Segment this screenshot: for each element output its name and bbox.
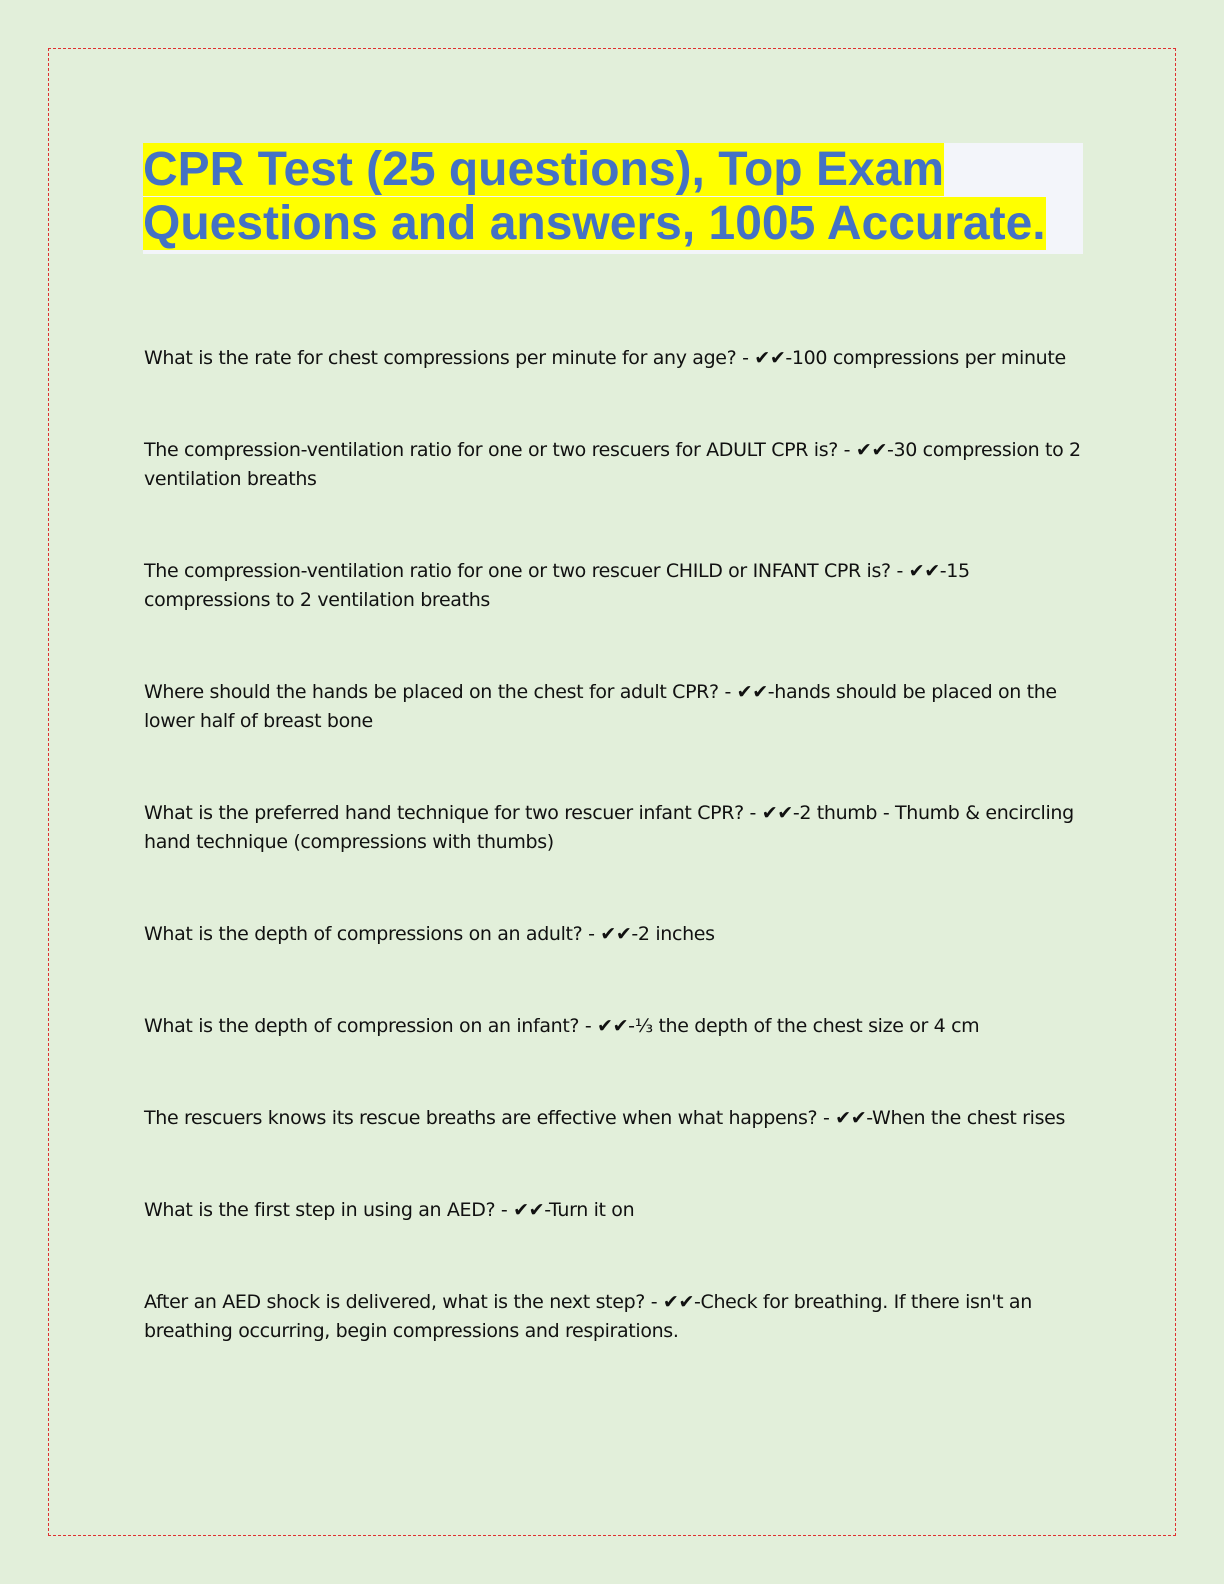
qa-item: What is the rate for chest compressions per minute for any age? - ✔✔-100 compressions per minute: [144, 347, 1066, 369]
qa-item: What is the depth of compressions on an adult? - ✔✔-2 inches: [144, 923, 715, 945]
title-line-1: CPR Test (25 questions), Top Exam: [143, 143, 945, 196]
title-line-2: Questions and answers, 1005 Accurate.: [143, 197, 1046, 250]
qa-item: What is the preferred hand technique for two rescuer infant CPR? - ✔✔-2 thumb - Thumb & encircling hand technique (compressions with thumbs): [144, 802, 1074, 853]
title-block: [143, 143, 1083, 254]
qa-item: What is the first step in using an AED? - ✔✔-Turn it on: [144, 1199, 635, 1221]
qa-item: The compression-ventilation ratio for one or two rescuers for ADULT CPR is? - ✔✔-30 compression to 2 ventilation breaths: [144, 439, 1081, 490]
qa-item: The rescuers knows its rescue breaths are effective when what happens? - ✔✔-When the chest rises: [144, 1107, 1066, 1129]
qa-item: What is the depth of compression on an infant? - ✔✔-⅓ the depth of the chest size or 4 cm: [144, 1015, 980, 1037]
qa-item: After an AED shock is delivered, what is the next step? - ✔✔-Check for breathing. If there isn't an breathing occurring, begin compressions and respirations.: [144, 1291, 1032, 1342]
question-answer-list: [144, 344, 1084, 1409]
document-title: [143, 143, 1083, 251]
qa-item: Where should the hands be placed on the chest for adult CPR? - ✔✔-hands should be placed on the lower half of breast bone: [144, 681, 1057, 732]
qa-item: The compression-ventilation ratio for one or two rescuer CHILD or INFANT CPR is? - ✔✔-15 compressions to 2 ventilation breaths: [144, 560, 970, 611]
